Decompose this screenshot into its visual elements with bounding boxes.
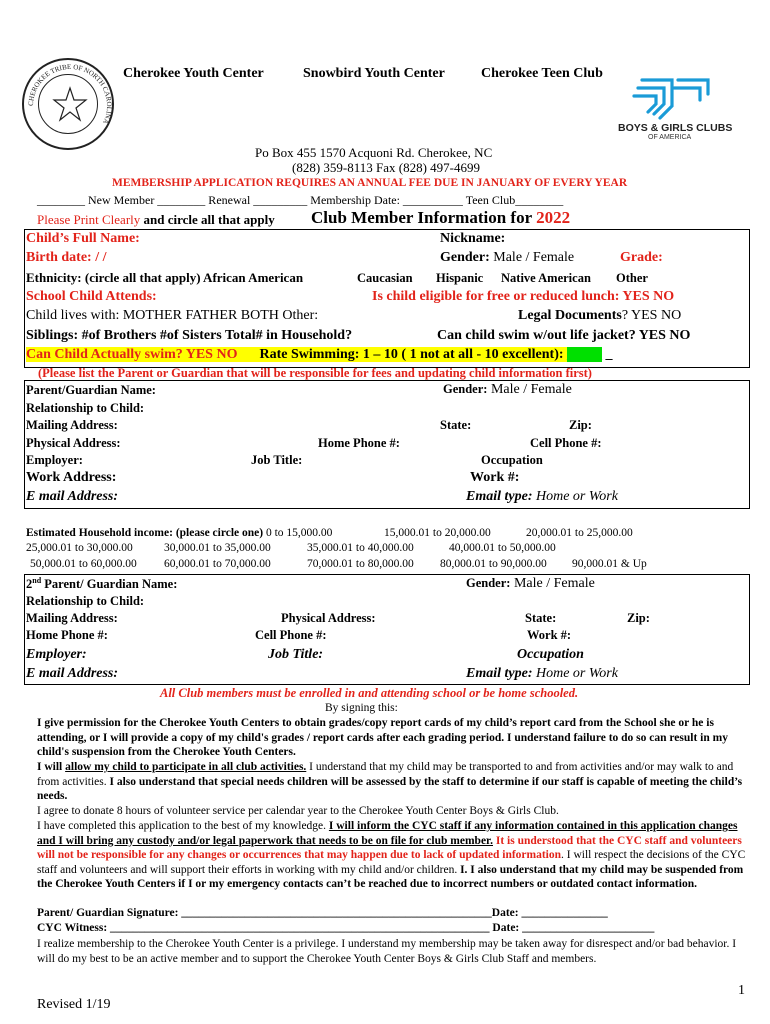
p2-occupation-label: Occupation xyxy=(517,647,584,662)
p1-home-phone-label: Home Phone #: xyxy=(318,436,400,450)
child-gender-label: Gender: xyxy=(440,250,490,265)
income-option[interactable]: 15,000.01 to 20,000.00 xyxy=(384,527,491,539)
p1-work-number-label: Work #: xyxy=(470,470,520,485)
p1-relationship-label: Relationship to Child: xyxy=(26,401,145,415)
p1-occupation-label: Occupation xyxy=(481,453,543,467)
rate-swim-blank[interactable]: _____ xyxy=(567,347,603,362)
p2-gender-options: Male / Female xyxy=(510,576,595,591)
p2-email-type xyxy=(466,666,618,682)
p2-home-phone-label: Home Phone #: xyxy=(26,628,108,642)
p2-name-prefix: 2 xyxy=(26,577,33,592)
child-gender xyxy=(440,250,574,266)
seal-text: CHEROKEE TRIBE OF NORTH CAROLINA xyxy=(26,62,114,126)
income-option[interactable]: 40,000.01 to 50,000.00 xyxy=(449,542,556,554)
income-option[interactable]: 60,000.01 to 70,000.00 xyxy=(164,558,271,570)
knowledge-paragraph xyxy=(37,819,749,892)
club-cherokee-youth: Cherokee Youth Center xyxy=(123,66,264,81)
p4-d: . I will respect the decisions of the CYC staff and volunteers and will support their efforts in working with my child and/or children. xyxy=(37,849,746,876)
nickname-label: Nickname: xyxy=(440,231,506,246)
ethnicity-other[interactable]: Other xyxy=(616,271,648,285)
parent-note: (Please list the Parent or Guardian that will be responsible for fees and updating child information first) xyxy=(38,366,592,380)
p1-name-label: Parent/Guardian Name: xyxy=(26,383,156,397)
p2-a: I will xyxy=(37,761,66,773)
address-line: Po Box 455 1570 Acquoni Rd. Cherokee, NC xyxy=(255,145,493,160)
fee-notice: MEMBERSHIP APPLICATION REQUIRES AN ANNUAL FEE DUE IN JANUARY OF EVERY YEAR xyxy=(112,177,628,189)
p1-physical-label: Physical Address: xyxy=(26,436,121,450)
income-option[interactable]: 35,000.01 to 40,000.00 xyxy=(307,542,414,554)
income-option[interactable]: 0 to 15,000.00 xyxy=(263,527,333,539)
svg-text:CHEROKEE TRIBE OF NORTH CAROLI xyxy=(27,63,113,125)
p4-a: I have completed this application to the best of my knowledge. xyxy=(37,820,329,832)
ethnicity-caucasian[interactable]: Caucasian xyxy=(357,271,413,285)
print-instructions xyxy=(37,212,275,228)
p1-employer-label: Employer: xyxy=(26,453,83,467)
p2-d: I also understand that special needs children will be assessed by the staff to determine if our staff is capable of meeting the child’s needs. xyxy=(37,775,743,802)
p2-mailing-label: Mailing Address: xyxy=(26,611,118,625)
activities-paragraph xyxy=(37,760,749,804)
legal-documents-options: ? YES NO xyxy=(621,308,682,323)
p1-email-type xyxy=(466,489,618,505)
rate-swim-label: Rate Swimming: 1 – 10 ( 1 not at all - 10 excellent): xyxy=(237,347,567,362)
income-option[interactable]: 70,000.01 to 80,000.00 xyxy=(307,558,414,570)
p1-gender-label: Gender: xyxy=(443,382,488,396)
swim-jacket-label: Can child swim w/out life jacket? YES NO xyxy=(437,328,691,343)
income-row-1 xyxy=(26,527,332,539)
enrolled-notice: All Club members must be enrolled in and attending school or be home schooled. xyxy=(160,686,579,700)
p2-employer-label: Employer: xyxy=(26,647,87,662)
p2-relationship-label: Relationship to Child: xyxy=(26,594,145,608)
legal-documents-label: Legal Documents xyxy=(518,308,622,323)
p2-email-type-label: Email type: xyxy=(466,666,533,681)
ethnicity-native-american[interactable]: Native American xyxy=(501,271,591,285)
p2-email-label: E mail Address: xyxy=(26,666,119,681)
volunteer-paragraph: I agree to donate 8 hours of volunteer service per calendar year to the Cherokee Youth Center Boys & Girls Club. xyxy=(37,805,559,817)
p4-c: It is understood that the CYC staff and volunteers will not be responsible for any changes or occurrences that may happen due to lack of updated information xyxy=(37,834,742,861)
p4-e: I. I also understand that my child may be suspended from the Cherokee Youth Centers if I or my emergency contacts can’t be reached due to incorrect numbers or outdated contact information. xyxy=(37,863,744,890)
p2-email-type-options: Home or Work xyxy=(532,666,618,681)
p2-job-title-label: Job Title: xyxy=(268,647,324,662)
free-lunch-label: Is child eligible for free or reduced lunch: YES NO xyxy=(372,289,675,304)
by-signing xyxy=(325,702,398,714)
p2-physical-label: Physical Address: xyxy=(281,611,376,625)
p1-job-title-label: Job Title: xyxy=(251,453,303,467)
income-option[interactable]: 25,000.01 to 30,000.00 xyxy=(26,542,133,554)
can-swim-label: Can Child Actually swim? YES NO xyxy=(26,347,238,362)
p1-state-label: State: xyxy=(440,418,472,432)
p1-cell-phone-label: Cell Phone #: xyxy=(530,436,602,450)
child-full-name-label: Child’s Full Name: xyxy=(26,231,140,246)
p1-gender xyxy=(443,382,572,398)
cyc-witness-line[interactable]: CYC Witness: __________________________________________________________________ Date: _______________________ xyxy=(37,922,655,934)
income-label: Estimated Household income: (please circle one) xyxy=(26,527,264,539)
print-clearly-text: Please Print Clearly xyxy=(37,212,141,227)
p1-email-type-label: Email type: xyxy=(466,489,533,504)
section-title-text: Club Member Information for xyxy=(311,208,537,227)
p2-state-label: State: xyxy=(525,611,557,625)
grades-permission: I give permission for the Cherokee Youth Centers to obtain grades/copy report cards of my child’s report card from the School she or he is attending, or I will provide a copy of my child's grades / report cards after each grading period. I understand failure to do so can result in my child's suspension from the Cherokee Youth Centers. xyxy=(37,717,728,758)
parent-signature-line[interactable]: Parent/ Guardian Signature: ______________________________________________________Date: _______________ xyxy=(37,907,608,919)
section-title xyxy=(311,208,570,228)
ethnicity-hispanic[interactable]: Hispanic xyxy=(436,271,484,285)
phone-line: (828) 359-8113 Fax (828) 497-4699 xyxy=(292,160,480,175)
income-option[interactable]: 90,000.01 & Up xyxy=(572,558,647,570)
p2-name-label xyxy=(26,576,177,592)
by-signing-text: By signing this: xyxy=(325,702,398,714)
p2-c: I understand that my child may be transported to and from activities and/or may walk to and from activities. xyxy=(37,761,734,788)
siblings-label: Siblings: #of Brothers #of Sisters Total# in Household? xyxy=(26,328,353,343)
revised-date: Revised 1/19 xyxy=(37,997,111,1012)
p2-zip-label: Zip: xyxy=(627,611,650,625)
p2-b: allow my child to participate in all club activities. xyxy=(65,761,307,773)
p1-mailing-label: Mailing Address: xyxy=(26,418,118,432)
legal-documents xyxy=(518,308,681,324)
bgc-logo-line2: OF AMERICA xyxy=(648,134,692,141)
p2-work-number-label: Work #: xyxy=(527,628,572,642)
p1-gender-options: Male / Female xyxy=(487,382,572,397)
privilege-paragraph: I realize membership to the Cherokee Youth Center is a privilege. I understand my membership may be taken away for disrespect and/or bad behavior. I will do my best to be an active member and to support the Cherokee Youth Center Boys & Girls Club Staff and members. xyxy=(37,938,737,965)
birth-date-label: Birth date: / / xyxy=(26,250,107,265)
page-number: 1 xyxy=(738,983,745,998)
cherokee-seal xyxy=(22,58,114,150)
lives-with-label: Child lives with: MOTHER FATHER BOTH Other: xyxy=(26,308,319,323)
p2-gender-label: Gender: xyxy=(466,576,511,590)
school-attends-label: School Child Attends: xyxy=(26,289,157,304)
swim-row xyxy=(26,347,613,363)
membership-line: ________ New Member ________ Renewal _________ Membership Date: __________ Teen Club________ xyxy=(37,193,564,207)
grade-label: Grade: xyxy=(620,250,663,265)
ethnicity-label: Ethnicity: (circle all that apply) African American xyxy=(26,270,304,285)
income-option[interactable]: 50,000.01 to 60,000.00 xyxy=(30,558,137,570)
club-cherokee-teen: Cherokee Teen Club xyxy=(481,66,603,81)
rate-swim-tail: _ xyxy=(602,347,613,362)
income-option[interactable]: 30,000.01 to 35,000.00 xyxy=(164,542,271,554)
p1-email-label: E mail Address: xyxy=(26,489,119,504)
p1-work-address-label: Work Address: xyxy=(26,470,117,485)
p2-name-text: Parent/ Guardian Name: xyxy=(41,577,178,592)
club-snowbird-youth: Snowbird Youth Center xyxy=(303,66,445,81)
p2-gender xyxy=(466,576,595,592)
p1-zip-label: Zip: xyxy=(569,418,592,432)
circle-all-text: and circle all that apply xyxy=(140,212,275,227)
income-option[interactable]: 20,000.01 to 25,000.00 xyxy=(526,527,633,539)
p2-name-sup: nd xyxy=(32,576,42,585)
income-option[interactable]: 80,000.01 to 90,000.00 xyxy=(440,558,547,570)
child-gender-options: Male / Female xyxy=(489,250,575,265)
bgc-logo-line1: BOYS & GIRLS CLUBS xyxy=(618,122,733,134)
p4-b: I will inform the CYC staff if any information contained in this application changes and I will bring any custody and/or legal paperwork that needs to be on file for club member. xyxy=(37,820,738,847)
section-year: 2022 xyxy=(536,208,571,227)
p2-cell-phone-label: Cell Phone #: xyxy=(255,628,327,642)
p1-email-type-options: Home or Work xyxy=(532,489,618,504)
